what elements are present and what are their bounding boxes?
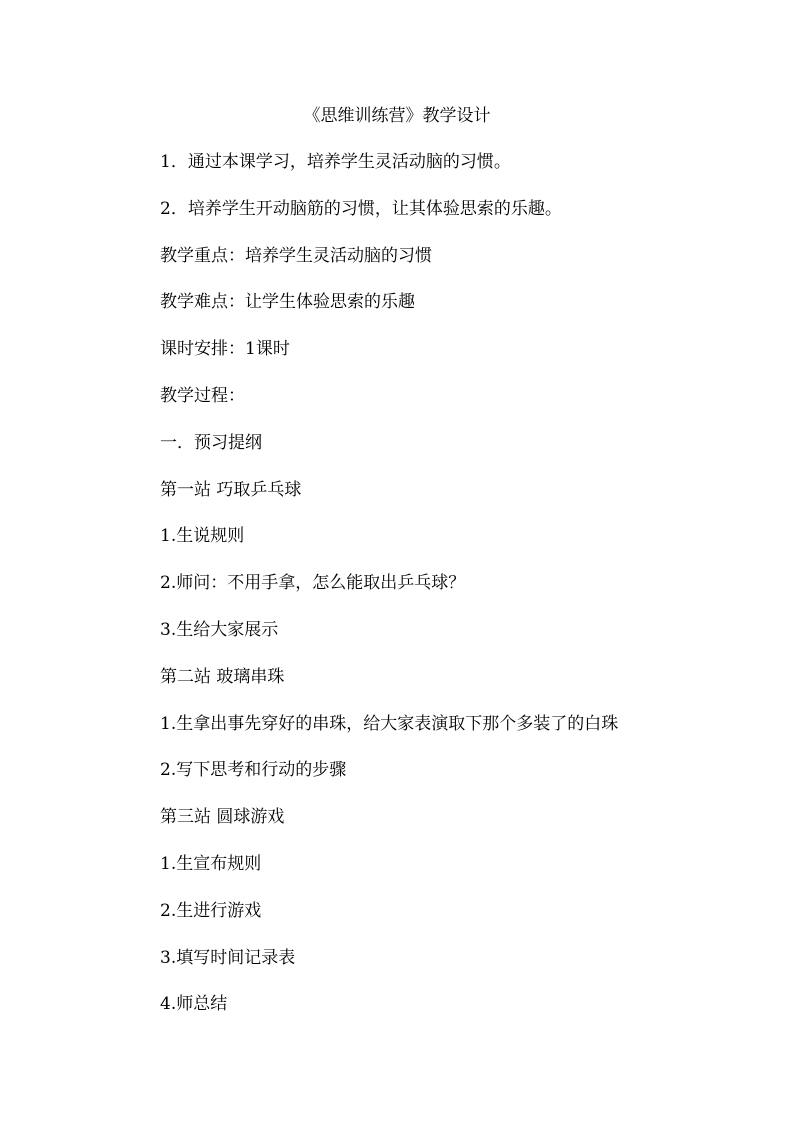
document-body: [160, 150, 760, 1039]
station-1-step-1: 1.生说规则: [160, 526, 245, 547]
station-1-step-2: 2.师问：不用手拿，怎么能取出乒乓球？: [160, 573, 466, 594]
class-schedule: 课时安排：1课时: [160, 339, 290, 360]
station-3-step-2: 2.生进行游戏: [160, 900, 262, 921]
teaching-process-heading: 教学过程：: [160, 385, 245, 406]
preview-outline-heading: 一．预习提纲: [160, 432, 262, 453]
station-2-heading: 第二站 玻璃串珠: [160, 666, 285, 687]
station-1-heading: 第一站 巧取乒乓球: [160, 479, 302, 500]
station-2-step-1: 1.生拿出事先穿好的串珠，给大家表演取下那个多装了的白珠: [160, 713, 619, 734]
document-title: 《思维训练营》教学设计: [303, 106, 491, 126]
objective-2: 2．培养学生开动脑筋的习惯，让其体验思索的乐趣。: [160, 198, 562, 219]
station-1-step-3: 3.生给大家展示: [160, 619, 279, 640]
teaching-focus: 教学重点：培养学生灵活动脑的习惯: [160, 245, 432, 266]
teaching-difficulty: 教学难点：让学生体验思索的乐趣: [160, 292, 415, 313]
station-3-step-3: 3.填写时间记录表: [160, 947, 296, 968]
station-2-step-2: 2.写下思考和行动的步骤: [160, 760, 347, 781]
station-3-step-4: 4.师总结: [160, 994, 228, 1015]
objective-1: 1．通过本课学习，培养学生灵活动脑的习惯。: [160, 152, 511, 172]
station-3-step-1: 1.生宣布规则: [160, 853, 262, 874]
station-3-heading: 第三站 圆球游戏: [160, 807, 285, 828]
